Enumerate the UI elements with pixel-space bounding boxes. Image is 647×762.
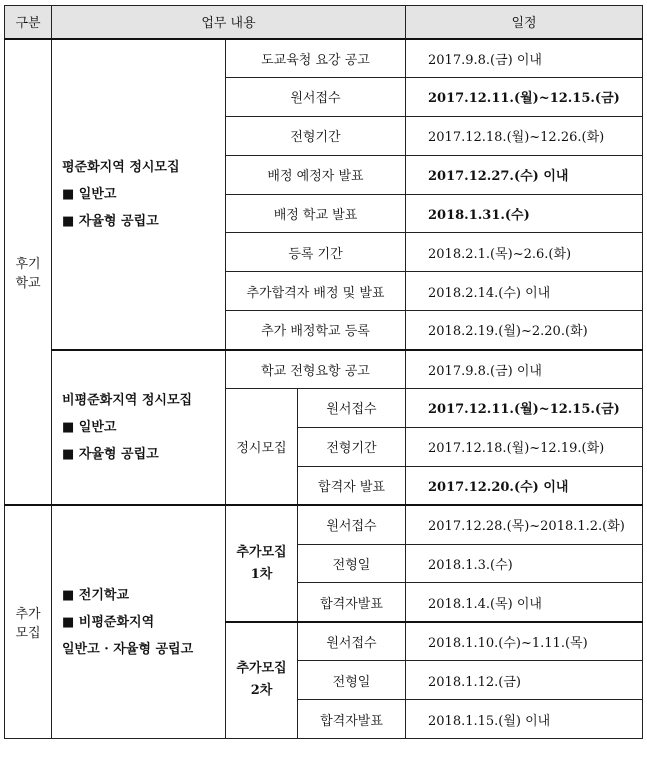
group2-title: 비평준화지역 정시모집 (62, 392, 193, 408)
date-cell: 2018.1.31.(수) (406, 194, 643, 233)
task-cell: 배정 예정자 발표 (226, 155, 406, 194)
date-cell: 2017.12.11.(월)~12.15.(금) (406, 77, 643, 116)
task-cell: 원서접수 (298, 622, 406, 661)
task-cell: 합격자발표 (298, 700, 406, 739)
header-task: 업무 내용 (52, 6, 406, 39)
date-cell: 2017.9.8.(금) 이내 (406, 39, 643, 78)
group2-item: ■ 자율형 공립고 (62, 446, 159, 462)
category-additional: 추가 모집 (5, 505, 52, 738)
date-cell: 2018.1.15.(월) 이내 (406, 700, 643, 739)
date-cell: 2018.2.14.(수) 이내 (406, 272, 643, 311)
date-cell: 2018.1.3.(수) (406, 544, 643, 583)
additional-desc-line: ■ 비평준화지역 (62, 614, 155, 630)
task-cell: 전형기간 (226, 116, 406, 155)
date-cell: 2018.2.19.(월)~2.20.(화) (406, 311, 643, 350)
date-cell: 2017.12.27.(수) 이내 (406, 155, 643, 194)
additional-desc-line: ■ 전기학교 (62, 587, 130, 603)
sub-label-regular: 정시모집 (226, 389, 298, 506)
task-cell: 전형일 (298, 544, 406, 583)
date-cell: 2017.12.11.(월)~12.15.(금) (406, 389, 643, 428)
header-category: 구분 (5, 6, 52, 39)
date-cell: 2017.12.20.(수) 이내 (406, 466, 643, 505)
header-schedule: 일정 (406, 6, 643, 39)
additional-desc-line: 일반고 · 자율형 공립고 (62, 641, 194, 657)
task-cell: 추가합격자 배정 및 발표 (226, 272, 406, 311)
group2-description (52, 350, 226, 506)
date-cell: 2017.12.28.(목)~2018.1.2.(화) (406, 505, 643, 544)
date-cell: 2018.1.10.(수)~1.11.(목) (406, 622, 643, 661)
group1-item: ■ 자율형 공립고 (62, 213, 159, 229)
date-cell: 2017.12.18.(월)~12.26.(화) (406, 116, 643, 155)
group1-item: ■ 일반고 (62, 186, 117, 202)
task-cell: 학교 전형요항 공고 (226, 350, 406, 389)
date-cell: 2017.9.8.(금) 이내 (406, 350, 643, 389)
task-cell: 원서접수 (298, 505, 406, 544)
category-late-school: 후기 학교 (5, 39, 52, 506)
task-cell: 원서접수 (226, 77, 406, 116)
task-cell: 전형일 (298, 661, 406, 700)
task-cell: 원서접수 (298, 389, 406, 428)
task-cell: 추가 배정학교 등록 (226, 311, 406, 350)
group1-title: 평준화지역 정시모집 (62, 159, 180, 175)
header-row (5, 6, 643, 39)
schedule-table (4, 5, 643, 739)
additional-description (52, 505, 226, 738)
group1-description (52, 39, 226, 350)
date-cell: 2018.1.12.(금) (406, 661, 643, 700)
task-cell: 합격자발표 (298, 583, 406, 622)
task-cell: 등록 기간 (226, 233, 406, 272)
round2-label: 추가모집 2차 (226, 622, 298, 739)
task-cell: 합격자 발표 (298, 466, 406, 505)
date-cell: 2017.12.18.(월)~12.19.(화) (406, 427, 643, 466)
group2-item: ■ 일반고 (62, 419, 117, 435)
task-cell: 도교육청 요강 공고 (226, 39, 406, 78)
task-cell: 전형기간 (298, 427, 406, 466)
date-cell: 2018.2.1.(목)~2.6.(화) (406, 233, 643, 272)
round1-label: 추가모집 1차 (226, 505, 298, 622)
date-cell: 2018.1.4.(목) 이내 (406, 583, 643, 622)
task-cell: 배정 학교 발표 (226, 194, 406, 233)
